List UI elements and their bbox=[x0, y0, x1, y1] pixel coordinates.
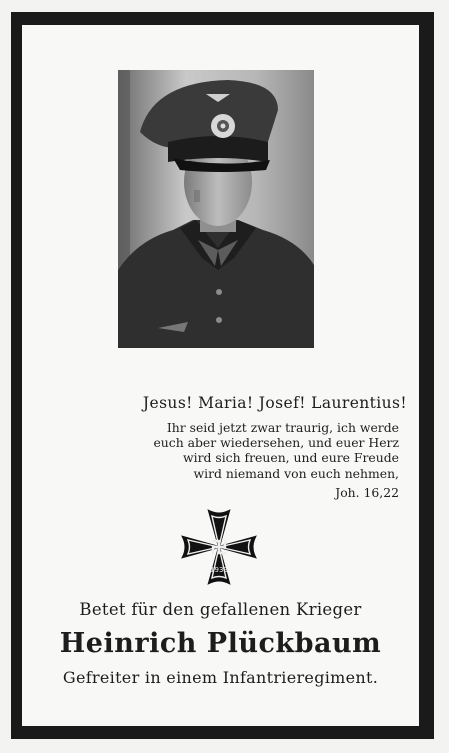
verse-reference: Joh. 16,22 bbox=[335, 485, 399, 500]
soldier-portrait-photo bbox=[118, 70, 314, 348]
rank-line: Gefreiter in einem Infantrieregiment. bbox=[62, 668, 379, 687]
iron-cross-icon bbox=[180, 508, 258, 586]
verse-line: euch aber wiedersehen, und euer Herz bbox=[153, 435, 399, 451]
bible-verse bbox=[95, 420, 399, 481]
intro-line: Betet für den gefallenen Krieger bbox=[79, 600, 362, 619]
verse-line: wird sich freuen, und eure Freude bbox=[183, 450, 399, 466]
soldier-name: Heinrich Plückbaum bbox=[59, 628, 382, 659]
verse-line: Ihr seid jetzt zwar traurig, ich werde bbox=[166, 420, 399, 435]
prayer-heading: Jesus! Maria! Josef! Laurentius! bbox=[142, 394, 407, 412]
verse-line: wird niemand von euch nehmen, bbox=[193, 465, 399, 481]
cross-year: 1939 bbox=[210, 566, 228, 574]
